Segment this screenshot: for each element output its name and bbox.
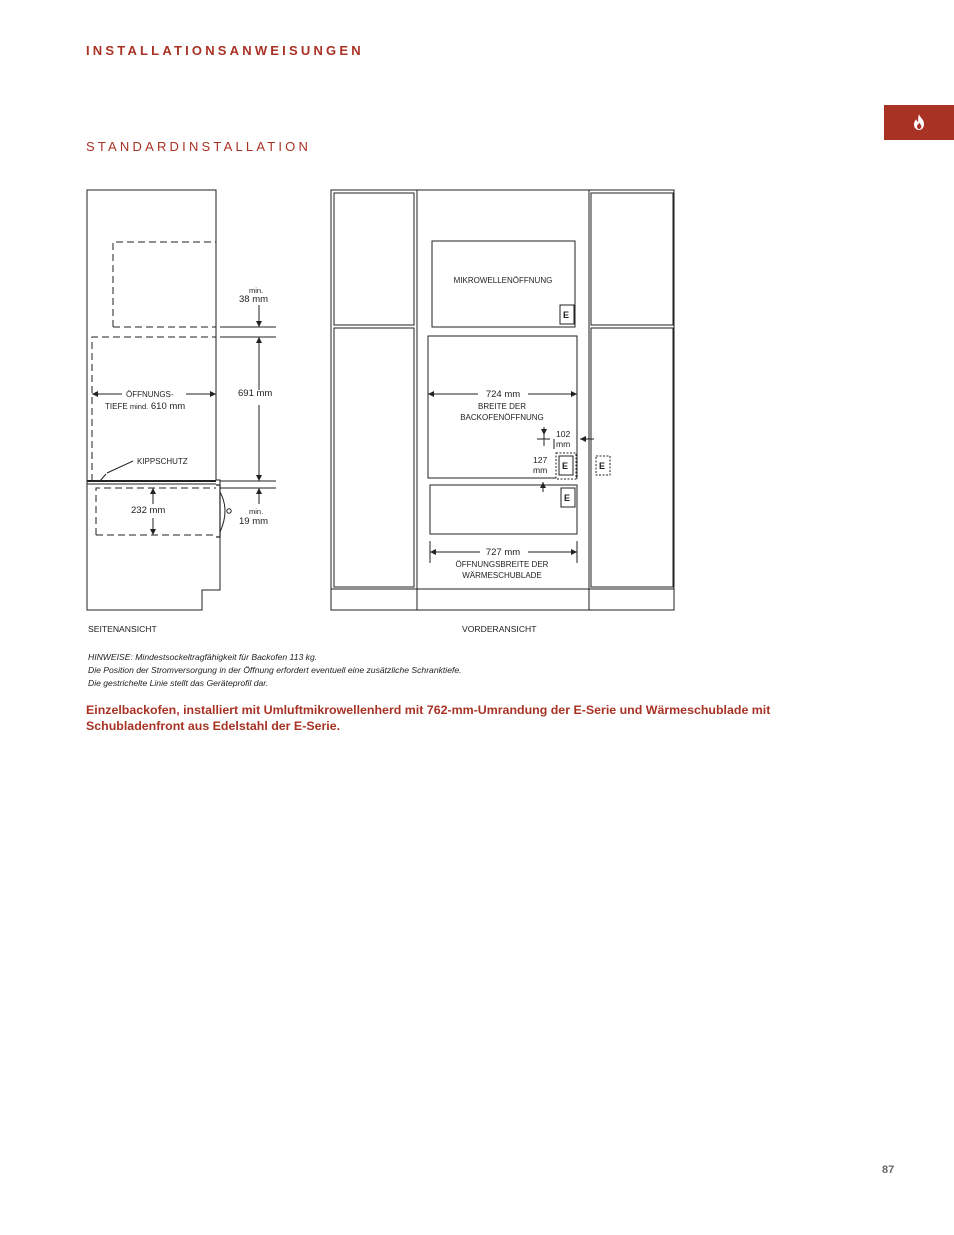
anti-tip-label: KIPPSCHUTZ	[137, 457, 188, 466]
microwave-profile	[113, 242, 216, 327]
min-bottom-value: 19 mm	[239, 516, 269, 527]
oven-width-value: 724 mm	[485, 389, 521, 400]
dim-127-b: mm	[533, 465, 548, 475]
dim-127-a: 127	[533, 455, 548, 465]
outlet-marker-microwave	[560, 305, 574, 324]
dim-102-a: 102	[556, 429, 571, 439]
drawer-handle	[220, 492, 225, 532]
section-title: STANDARDINSTALLATION	[86, 139, 312, 154]
left-lower-door	[334, 328, 414, 587]
microwave-opening-label: MIKROWELLENÖFFNUNG	[453, 276, 553, 285]
outlet-marker-drawer	[561, 488, 575, 507]
outlet-marker-side	[596, 456, 610, 475]
drawer-width-value: 727 mm	[485, 547, 521, 558]
oven-width-line2: BACKOFENÖFFNUNG	[460, 413, 544, 422]
drawer-width-line1: ÖFFNUNGSBREITE DER	[455, 560, 549, 569]
opening-depth-line1: ÖFFNUNGS-	[126, 390, 174, 399]
oven-width-line1: BREITE DER	[477, 402, 527, 411]
height-691: 691 mm	[238, 388, 273, 399]
page-number: 87	[882, 1164, 895, 1176]
drawer-front	[216, 485, 220, 537]
header-title: INSTALLATIONSANWEISUNGEN	[86, 43, 364, 58]
figure-caption: Einzelbackofen, installiert mit Umluftmikrowellenherd mit 762-mm-Umrandung der E-Serie und Wärmeschublade mit Schubladenfront aus Edelstahl der E-Serie.	[86, 703, 771, 733]
min-top-value: 38 mm	[239, 294, 269, 305]
svg-text:E: E	[599, 461, 606, 471]
dim-102-b: mm	[556, 439, 571, 449]
note-line: HINWEISE: Mindestsockeltragfähigkeit für Backofen 113 kg.	[88, 652, 318, 662]
right-upper-door	[591, 193, 673, 325]
side-view-label: SEITENANSICHT	[88, 624, 157, 634]
side-view	[87, 190, 276, 610]
drawer-height: 232 mm	[131, 505, 166, 516]
note-line: Die gestrichelte Linie stellt das Geräteprofil dar.	[88, 678, 269, 689]
anti-tip-bracket	[100, 474, 106, 481]
drawer-opening	[430, 485, 577, 534]
opening-depth-line2: TIEFE mind. 610 mm	[105, 401, 186, 412]
svg-text:E: E	[564, 493, 571, 503]
front-view-label: VORDERANSICHT	[462, 624, 537, 634]
outlet-marker-oven	[556, 453, 576, 479]
svg-text:E: E	[563, 310, 570, 320]
note-line: Die Position der Stromversorgung in der Öffnung erfordert eventuell eine zusätzliche Schranktiefe.	[88, 665, 462, 676]
svg-text:E: E	[562, 461, 569, 471]
min-top-small: min.	[249, 286, 264, 295]
min-bottom-small: min.	[249, 507, 264, 516]
side-cabinet-outline	[87, 190, 220, 610]
drawer-width-line2: WÄRMESCHUBLADE	[462, 571, 542, 580]
notes	[88, 651, 462, 691]
left-upper-door	[334, 193, 414, 325]
